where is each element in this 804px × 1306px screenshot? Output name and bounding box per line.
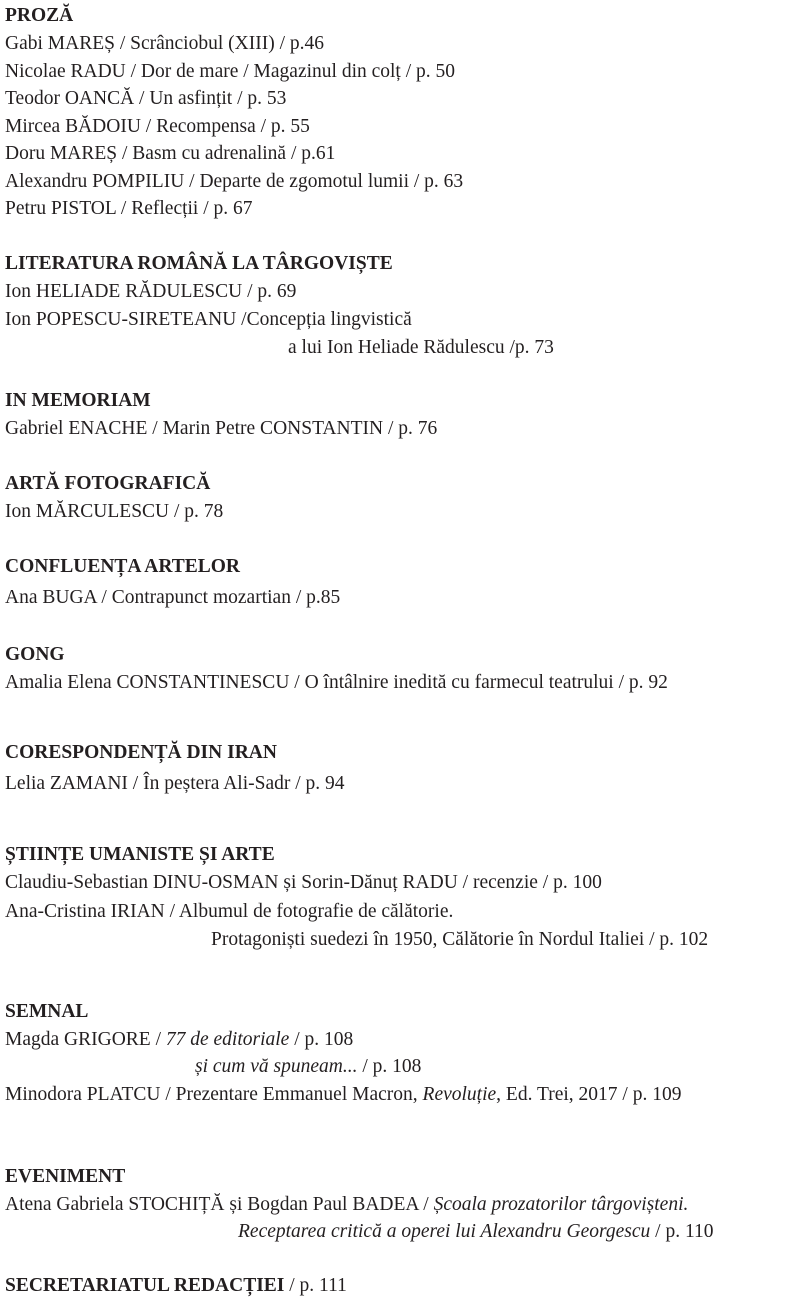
page-ref: , Ed. Trei, 2017 / p. 109 (496, 1084, 682, 1105)
section-heading-memoriam: IN MEMORIAM (5, 390, 151, 411)
toc-entry[interactable]: Ion HELIADE RĂDULESCU / p. 69 (5, 281, 297, 302)
toc-entry[interactable]: Amalia Elena CONSTANTINESCU / O întâlnire inedită cu farmecul teatrului / p. 92 (5, 672, 668, 693)
title-italic: 77 de editoriale (165, 1029, 290, 1050)
section-heading-stiinte: ȘTIINȚE UMANISTE ȘI ARTE (5, 844, 275, 865)
toc-entry-continuation[interactable]: Protagoniști suedezi în 1950, Călătorie în Nordul Italiei / p. 102 (211, 929, 709, 950)
toc-entry[interactable] (5, 1193, 688, 1217)
author-text: Minodora PLATCU / Prezentare Emmanuel Macron, (5, 1084, 423, 1105)
toc-entry[interactable]: Petru PISTOL / Reflecții / p. 67 (5, 198, 253, 219)
section-heading-iran: CORESPONDENȚĂ DIN IRAN (5, 742, 277, 763)
toc-entry[interactable]: Lelia ZAMANI / În peștera Ali-Sadr / p. 94 (5, 773, 345, 794)
section-heading-eveniment: EVENIMENT (5, 1166, 126, 1187)
toc-entry[interactable]: Nicolae RADU / Dor de mare / Magazinul din colț / p. 50 (5, 61, 456, 82)
section-heading-literatura: LITERATURA ROMÂNĂ LA TÂRGOVIȘTE (5, 253, 393, 274)
author-text: Magda GRIGORE / (5, 1029, 166, 1050)
title-italic: Școala prozatorilor târgovișteni. (433, 1194, 689, 1215)
section-heading-foto: ARTĂ FOTOGRAFICĂ (5, 473, 211, 494)
toc-entry[interactable] (5, 1028, 353, 1052)
toc-entry[interactable]: Ana BUGA / Contrapunct mozartian / p.85 (5, 587, 341, 608)
section-heading-semnal: SEMNAL (5, 1001, 89, 1022)
section-heading-confluenta: CONFLUENȚA ARTELOR (5, 556, 240, 577)
toc-entry[interactable]: Ana-Cristina IRIAN / Albumul de fotografie de călătorie. (5, 901, 454, 922)
toc-entry[interactable]: Doru MAREȘ / Basm cu adrenalină / p.61 (5, 143, 336, 164)
toc-entry[interactable]: Mircea BĂDOIU / Recompensa / p. 55 (5, 116, 310, 137)
toc-entry-secretariat[interactable] (5, 1274, 347, 1298)
section-heading-secretariat: SECRETARIATUL REDACȚIEI (5, 1275, 285, 1296)
page-ref: / p. 108 (357, 1056, 422, 1077)
toc-entry-continuation[interactable]: a lui Ion Heliade Rădulescu /p. 73 (288, 337, 554, 358)
page-ref: / p. 111 (284, 1275, 347, 1296)
toc-entry-continuation[interactable] (238, 1220, 713, 1244)
toc-entry[interactable]: Gabi MAREȘ / Scrânciobul (XIII) / p.46 (5, 33, 324, 54)
section-heading-gong: GONG (5, 644, 65, 665)
section-heading-proza: PROZĂ (5, 5, 74, 26)
page-ref: / p. 110 (650, 1221, 714, 1242)
toc-entry[interactable]: Gabriel ENACHE / Marin Petre CONSTANTIN / p. 76 (5, 418, 438, 439)
title-italic: și cum vă spuneam... (195, 1056, 358, 1077)
title-italic: Revoluție (422, 1084, 497, 1105)
toc-entry[interactable] (5, 1083, 681, 1107)
toc-entry[interactable]: Claudiu-Sebastian DINU-OSMAN și Sorin-Dănuț RADU / recenzie / p. 100 (5, 872, 602, 893)
toc-entry[interactable]: Teodor OANCĂ / Un asfințit / p. 53 (5, 88, 287, 109)
page-ref: / p. 108 (289, 1029, 354, 1050)
toc-entry[interactable]: Alexandru POMPILIU / Departe de zgomotul lumii / p. 63 (5, 171, 464, 192)
toc-entry[interactable]: Ion MĂRCULESCU / p. 78 (5, 501, 224, 522)
title-italic: Receptarea critică a operei lui Alexandru Georgescu (238, 1221, 651, 1242)
author-text: Atena Gabriela STOCHIȚĂ și Bogdan Paul BADEA / (5, 1194, 434, 1215)
toc-entry-continuation[interactable] (195, 1055, 421, 1079)
toc-entry[interactable]: Ion POPESCU-SIRETEANU /Concepția lingvistică (5, 309, 412, 330)
